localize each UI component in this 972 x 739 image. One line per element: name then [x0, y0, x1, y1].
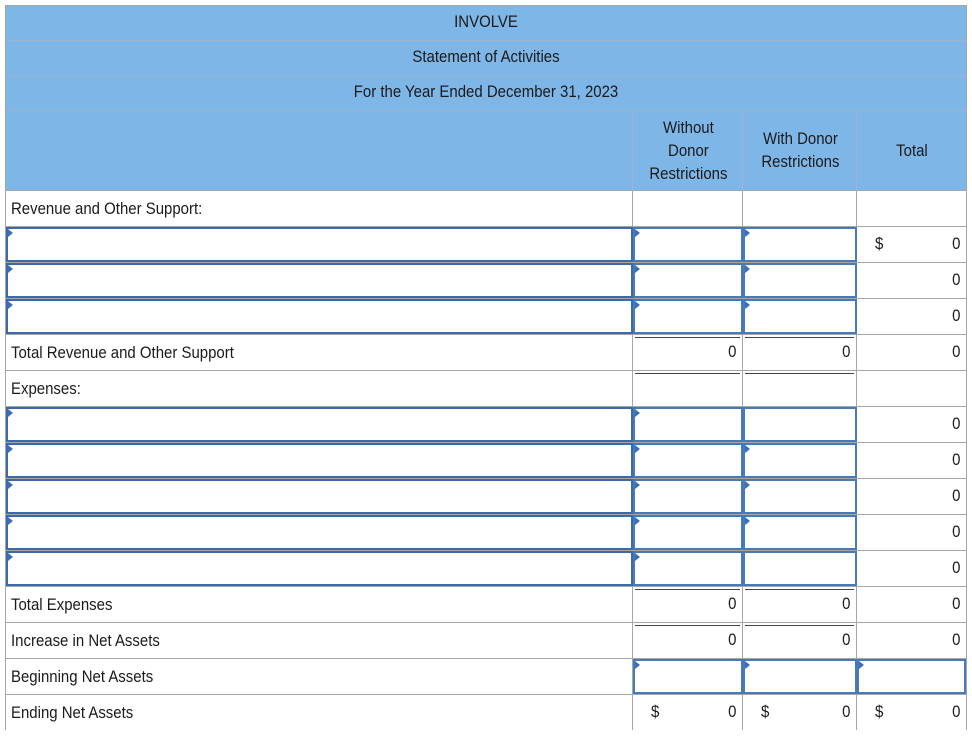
ending-total-value: 0: [951, 702, 960, 721]
ending-net-assets-row: [6, 695, 966, 730]
ending-with-value: 0: [841, 702, 850, 721]
sum-rule: [745, 625, 854, 626]
revenue-section-row: [6, 191, 966, 227]
total-expenses-total-cell: [857, 587, 966, 622]
revenue-item-2-total-cell: [857, 263, 966, 298]
revenue-input-row: [6, 227, 966, 263]
revenue-section-without-cell: [633, 191, 743, 226]
increase-without-cell: [633, 623, 743, 658]
total-revenue-with-value: 0: [841, 342, 850, 361]
ending-without-cell: [633, 695, 743, 730]
revenue-item-1-label-input[interactable]: [6, 227, 633, 262]
ending-without-currency: $: [651, 702, 660, 721]
revenue-item-1-with-input[interactable]: [743, 227, 857, 262]
dropdown-marker-icon: [8, 265, 13, 273]
expense-item-3-total-value: 0: [951, 486, 960, 505]
expense-input-row: [6, 407, 966, 443]
dropdown-marker-icon: [8, 229, 13, 237]
dropdown-marker-icon: [635, 553, 640, 561]
expense-item-5-label-input[interactable]: [6, 551, 633, 586]
expense-item-3-with-input[interactable]: [743, 479, 857, 514]
dropdown-marker-icon: [745, 229, 750, 237]
statement-title-row: [6, 41, 966, 76]
revenue-item-1-without-input[interactable]: [633, 227, 743, 262]
total-expenses-total-value: 0: [951, 594, 960, 613]
expense-item-4-total-value: 0: [951, 522, 960, 541]
total-expenses-with-cell: [743, 587, 857, 622]
revenue-item-2-total-value: 0: [951, 270, 960, 289]
expense-item-5-with-input[interactable]: [743, 551, 857, 586]
expense-item-4-with-input[interactable]: [743, 515, 857, 550]
rule: [635, 373, 740, 374]
expenses-section-total-cell: [857, 371, 966, 406]
total-expenses-row: [6, 587, 966, 623]
total-expenses-with-value: 0: [841, 594, 850, 613]
revenue-input-row: [6, 263, 966, 299]
revenue-item-3-without-input[interactable]: [633, 299, 743, 334]
dropdown-marker-icon: [745, 517, 750, 525]
expense-item-2-total-cell: [857, 443, 966, 478]
expense-item-5-total-value: 0: [951, 558, 960, 577]
expense-input-row: [6, 551, 966, 587]
period-label: For the Year Ended December 31, 2023: [353, 82, 619, 101]
expense-item-3-total-cell: [857, 479, 966, 514]
revenue-item-1-total-cell: [857, 227, 966, 262]
expense-item-2-without-input[interactable]: [633, 443, 743, 478]
statement-title: Statement of Activities: [412, 47, 560, 66]
increase-net-assets-row: [6, 623, 966, 659]
ending-total-cell: [857, 695, 966, 730]
dropdown-marker-icon: [635, 229, 640, 237]
period-row: [6, 76, 966, 111]
expense-input-row: [6, 515, 966, 551]
dropdown-marker-icon: [8, 301, 13, 309]
revenue-item-2-label-input[interactable]: [6, 263, 633, 298]
increase-label: Increase in Net Assets: [11, 631, 160, 650]
expense-item-2-with-input[interactable]: [743, 443, 857, 478]
revenue-item-3-total-value: 0: [951, 306, 960, 325]
without-donor-header-line3: Restrictions: [648, 163, 728, 183]
dropdown-marker-icon: [8, 517, 13, 525]
dropdown-marker-icon: [8, 481, 13, 489]
sum-rule: [635, 589, 740, 590]
expenses-section-label: Expenses:: [11, 379, 81, 398]
revenue-item-3-with-input[interactable]: [743, 299, 857, 334]
expense-item-4-total-cell: [857, 515, 966, 550]
expense-item-2-total-value: 0: [951, 450, 960, 469]
expenses-section-without-cell: [633, 371, 743, 406]
increase-total-value: 0: [951, 630, 960, 649]
with-donor-header-cell: [743, 111, 857, 191]
expense-item-1-with-input[interactable]: [743, 407, 857, 442]
total-revenue-row: [6, 335, 966, 371]
dropdown-marker-icon: [8, 445, 13, 453]
expense-item-3-without-input[interactable]: [633, 479, 743, 514]
dropdown-marker-icon: [635, 517, 640, 525]
expenses-section-with-cell: [743, 371, 857, 406]
expense-item-1-label-input[interactable]: [6, 407, 633, 442]
without-donor-header-line1: Without: [662, 117, 714, 137]
sum-rule: [635, 625, 740, 626]
with-donor-header-line1: With Donor: [762, 129, 838, 148]
total-revenue-without-cell: [633, 335, 743, 370]
ending-with-currency: $: [761, 702, 770, 721]
revenue-input-row: [6, 299, 966, 335]
expense-item-1-total-value: 0: [951, 414, 960, 433]
expense-item-5-total-cell: [857, 551, 966, 586]
total-revenue-label: Total Revenue and Other Support: [11, 343, 234, 362]
statement-of-activities-table: [5, 5, 967, 730]
total-expenses-label: Total Expenses: [11, 595, 113, 614]
ending-without-value: 0: [727, 702, 736, 721]
label-column-header: [6, 111, 633, 191]
dropdown-marker-icon: [635, 661, 640, 669]
expense-item-3-label-input[interactable]: [6, 479, 633, 514]
company-name-row: [6, 6, 966, 41]
rule: [745, 373, 854, 374]
ending-total-currency: $: [875, 702, 884, 721]
revenue-item-2-with-input[interactable]: [743, 263, 857, 298]
dropdown-marker-icon: [745, 445, 750, 453]
dropdown-marker-icon: [745, 481, 750, 489]
beginning-net-assets-row: [6, 659, 966, 695]
expense-input-row: [6, 479, 966, 515]
expense-item-4-without-input[interactable]: [633, 515, 743, 550]
ending-label-cell: [6, 695, 633, 730]
expense-item-1-total-cell: [857, 407, 966, 442]
increase-with-cell: [743, 623, 857, 658]
total-revenue-label-cell: [6, 335, 633, 370]
revenue-section-label-cell: [6, 191, 633, 226]
total-expenses-without-value: 0: [727, 594, 736, 613]
revenue-item-3-total-cell: [857, 299, 966, 334]
expense-item-4-label-input[interactable]: [6, 515, 633, 550]
expense-input-row: [6, 443, 966, 479]
beginning-label: Beginning Net Assets: [11, 667, 154, 686]
revenue-item-1-total-value: 0: [951, 234, 960, 253]
revenue-item-2-without-input[interactable]: [633, 263, 743, 298]
increase-with-value: 0: [841, 630, 850, 649]
expense-item-2-label-input[interactable]: [6, 443, 633, 478]
beginning-label-cell: [6, 659, 633, 694]
dropdown-marker-icon: [635, 265, 640, 273]
ending-with-cell: [743, 695, 857, 730]
total-revenue-total-cell: [857, 335, 966, 370]
expense-item-5-without-input[interactable]: [633, 551, 743, 586]
revenue-section-label: Revenue and Other Support:: [11, 199, 203, 218]
dropdown-marker-icon: [635, 481, 640, 489]
dropdown-marker-icon: [745, 661, 750, 669]
increase-total-cell: [857, 623, 966, 658]
without-donor-header-line2: Donor: [667, 140, 709, 160]
revenue-section-with-cell: [743, 191, 857, 226]
sum-rule: [745, 337, 854, 338]
beginning-total-input[interactable]: [857, 659, 966, 694]
total-revenue-without-value: 0: [727, 342, 736, 361]
revenue-item-3-label-input[interactable]: [6, 299, 633, 334]
dropdown-marker-icon: [635, 301, 640, 309]
total-header: Total: [895, 140, 928, 160]
sum-rule: [745, 589, 854, 590]
expenses-section-label-cell: [6, 371, 633, 406]
dropdown-marker-icon: [745, 301, 750, 309]
beginning-without-input[interactable]: [633, 659, 743, 694]
ending-label: Ending Net Assets: [11, 703, 134, 722]
increase-without-value: 0: [727, 630, 736, 649]
total-revenue-with-cell: [743, 335, 857, 370]
sum-rule: [635, 337, 740, 338]
with-donor-header-line2: Restrictions: [760, 152, 840, 171]
beginning-with-input[interactable]: [743, 659, 857, 694]
dropdown-marker-icon: [8, 409, 13, 417]
revenue-item-1-total-currency: $: [875, 234, 884, 253]
dropdown-marker-icon: [635, 445, 640, 453]
dropdown-marker-icon: [635, 409, 640, 417]
without-donor-header-cell: [633, 111, 743, 191]
total-expenses-label-cell: [6, 587, 633, 622]
company-name: INVOLVE: [454, 12, 518, 31]
total-header-cell: [857, 111, 966, 191]
column-headers-row: [6, 111, 966, 191]
expenses-section-row: [6, 371, 966, 407]
total-revenue-total-value: 0: [951, 342, 960, 361]
increase-label-cell: [6, 623, 633, 658]
dropdown-marker-icon: [8, 553, 13, 561]
total-expenses-without-cell: [633, 587, 743, 622]
dropdown-marker-icon: [745, 265, 750, 273]
expense-item-1-without-input[interactable]: [633, 407, 743, 442]
dropdown-marker-icon: [859, 661, 864, 669]
revenue-section-total-cell: [857, 191, 966, 226]
